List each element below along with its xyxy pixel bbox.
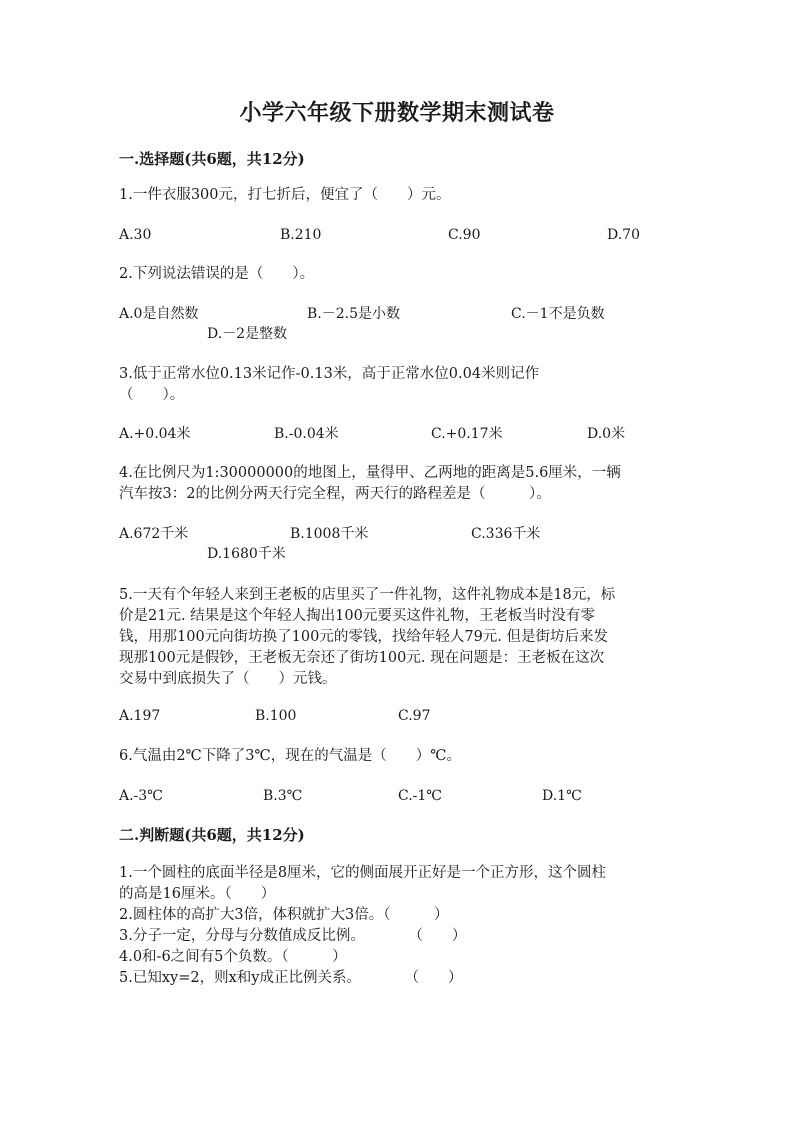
question-4-text — [119, 463, 679, 505]
question-5-line-3: 钱，用那100元向街坊换了100元的零钱，找给年轻人79元. 但是街坊后来发 — [119, 629, 609, 645]
option-b: B.－2.5是小数 — [307, 306, 401, 322]
option-d: D.70 — [607, 227, 640, 243]
question-4-options — [119, 524, 679, 545]
question-1-text: 1.一件衣服300元，打七折后，便宜了（ ）元。 — [119, 187, 451, 203]
question-5-text — [119, 585, 679, 690]
option-d: D.0米 — [587, 426, 626, 442]
question-5-line-1: 5.一天有个年轻人来到王老板的店里买了一件礼物，这件礼物成本是18元，标 — [119, 587, 616, 603]
option-c: C.97 — [398, 708, 431, 724]
question-3-text — [119, 364, 679, 406]
option-c: C.－1不是负数 — [511, 306, 605, 322]
option-b: B.210 — [280, 227, 322, 243]
option-b: B.-0.04米 — [274, 426, 339, 442]
judgement-line: 1.一个圆柱的底面半径是8厘米，它的侧面展开正好是一个正方形，这个圆柱 — [119, 865, 607, 881]
question-6-options — [119, 786, 679, 807]
option-a: A.672千米 — [119, 526, 189, 542]
section-heading-choice: 一.选择题(共6题，共12分) — [119, 150, 305, 168]
option-c: C.90 — [448, 227, 481, 243]
option-b: B.3℃ — [263, 788, 303, 804]
option-a: A.30 — [119, 227, 152, 243]
question-3-line-1: 3.低于正常水位0.13米记作-0.13米，高于正常水位0.04米则记作 — [119, 366, 540, 382]
option-d: D.1℃ — [542, 788, 582, 804]
question-3-line-2: （ ）。 — [119, 387, 185, 403]
judgement-line: 的高是16厘米。（ ） — [119, 886, 276, 902]
section-heading-judgement: 二.判断题(共6题，共12分) — [119, 826, 305, 844]
question-3-options — [119, 424, 679, 445]
option-c: C.+0.17米 — [431, 426, 503, 442]
question-4-line-1: 4.在比例尺为1:30000000的地图上，量得甲、乙两地的距离是5.6厘米，一辆 — [119, 465, 621, 481]
question-2-options-row2 — [119, 324, 679, 345]
question-2-text: 2.下列说法错误的是（ ）。 — [119, 266, 315, 282]
judgement-list — [119, 863, 679, 989]
judgement-line: 3.分子一定，分母与分数值成反比例。 （ ） — [119, 928, 467, 944]
option-c: C.-1℃ — [398, 788, 442, 804]
judgement-line: 2.圆柱体的高扩大3倍，体积就扩大3倍。（ ） — [119, 907, 449, 923]
question-2-options — [119, 304, 679, 325]
question-5-options — [119, 706, 679, 727]
option-d: D.－2是整数 — [207, 326, 288, 342]
question-1-options — [119, 225, 679, 246]
option-a: A.-3℃ — [119, 788, 163, 804]
option-a: A.+0.04米 — [119, 426, 191, 442]
judgement-line: 4.0和-6之间有5个负数。（ ） — [119, 949, 347, 965]
option-b: B.1008千米 — [290, 526, 369, 542]
option-c: C.336千米 — [471, 526, 541, 542]
question-5-line-2: 价是21元. 结果是这个年轻人掏出100元要买这件礼物，王老板当时没有零 — [119, 608, 595, 624]
option-d: D.1680千米 — [207, 546, 286, 562]
option-a: A.0是自然数 — [119, 306, 199, 322]
option-b: B.100 — [255, 708, 297, 724]
question-5-line-4: 现那100元是假钞，王老板无奈还了街坊100元. 现在问题是：王老板在这次 — [119, 650, 605, 666]
question-4-options-row2 — [119, 544, 679, 565]
question-5-line-5: 交易中到底损失了（ ）元钱。 — [119, 671, 337, 687]
question-6-text: 6.气温由2℃下降了3℃，现在的气温是（ ）℃。 — [119, 748, 461, 764]
option-a: A.197 — [119, 708, 161, 724]
page-title: 小学六年级下册数学期末测试卷 — [239, 100, 555, 126]
judgement-line: 5.已知xy=2，则x和y成正比例关系。 （ ） — [119, 970, 463, 986]
question-4-line-2: 汽车按3：2的比例分两天行完全程，两天行的路程差是（ ）。 — [119, 486, 551, 502]
